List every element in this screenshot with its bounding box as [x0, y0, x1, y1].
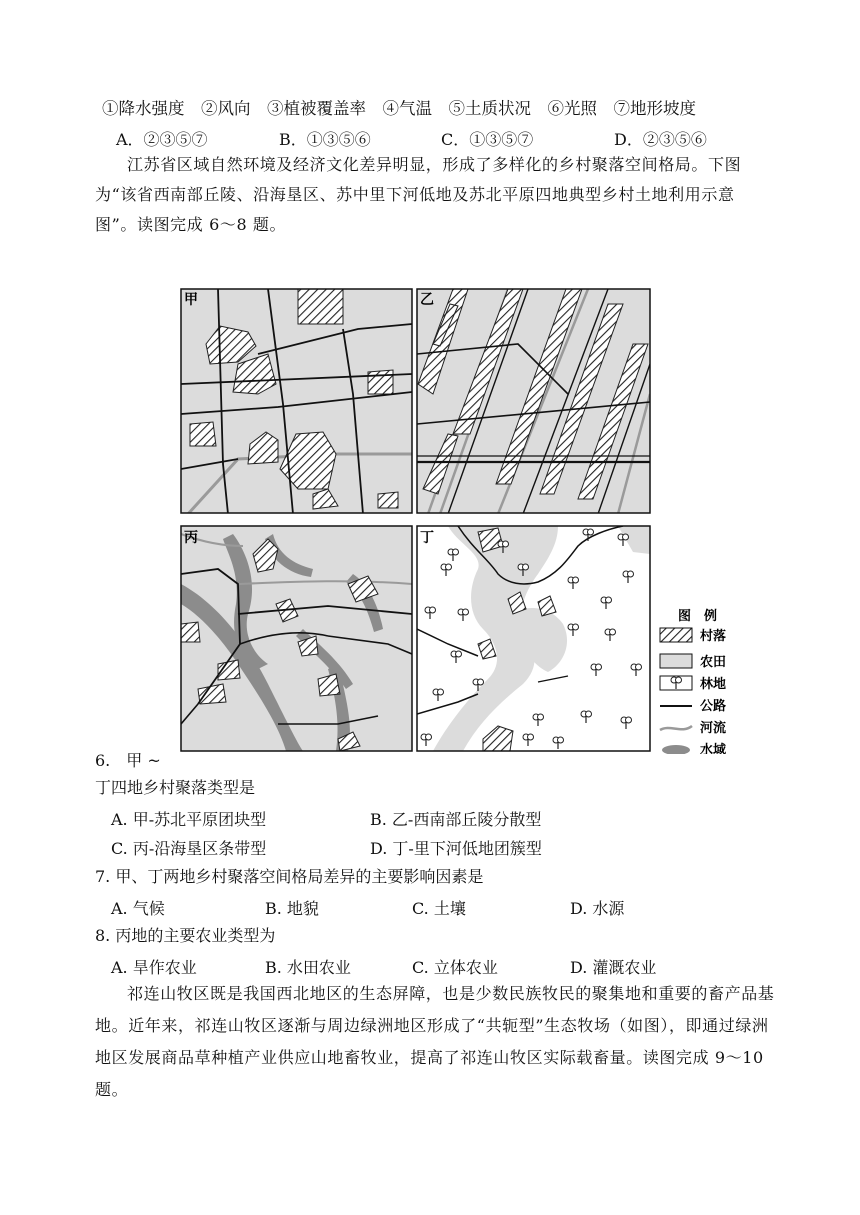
- q7-option-d: D. 水源: [570, 899, 625, 918]
- q6-option-b: B. 乙-西南部丘陵分散型: [370, 810, 542, 829]
- panel-label-bing: 丙: [184, 530, 198, 546]
- q5-option-a: A．②③⑤⑦: [116, 130, 208, 149]
- q7-stem: 7. 甲、丁两地乡村聚落空间格局差异的主要影响因素是: [95, 867, 484, 886]
- q6-stem-part1: 6. 甲 ~: [95, 751, 161, 770]
- panel-bing: [181, 526, 412, 751]
- intro-paragraph-9-10: 祁连山牧区既是我国西北地区的生态屏障，也是少数民族牧民的聚集地和重要的畜产品基地。近年来，祁连山牧区逐渐与周边绿洲地区形成了“共轭型”生态牧场（如图），即通过绿洲地区发展商品草种植产业供应山地畜牧业，提高了祁连山牧区实际载畜量。读图完成 9～10 题。: [95, 984, 775, 1099]
- intro-paragraph-6-8: 江苏省区域自然环境及经济文化差异明显，形成了多样化的乡村聚落空间格局。下图为“该省西南部丘陵、沿海垦区、苏中里下河低地及苏北平原四地典型乡村土地利用示意图”。读图完成 6～8 题。: [95, 155, 742, 234]
- legend-river-label: 河流: [700, 721, 727, 736]
- q8-option-b: B. 水田农业: [265, 958, 351, 977]
- river-line-icon: [660, 726, 692, 730]
- q8-option-c: C. 立体农业: [412, 958, 498, 977]
- legend-forest-label: 林地: [700, 677, 727, 692]
- legend: [660, 608, 727, 754]
- q8-option-d: D. 灌溉农业: [570, 958, 657, 977]
- land-use-figure: [178, 284, 778, 754]
- q7-option-b: B. 地貌: [265, 899, 319, 918]
- legend-village-label: 村落: [700, 629, 727, 644]
- panel-ding: [417, 526, 650, 751]
- factor-list: ①降水强度 ②风向 ③植被覆盖率 ④气温 ⑤土质状况 ⑥光照 ⑦地形坡度: [102, 99, 696, 118]
- legend-farmland-label: 农田: [700, 655, 727, 670]
- farmland-swatch-icon: [660, 654, 692, 668]
- q5-option-d: D．②③⑤⑥: [614, 130, 707, 149]
- panel-label-ding: 丁: [420, 530, 434, 546]
- legend-title: 图 例: [678, 609, 718, 624]
- q7-option-c: C. 土壤: [412, 899, 466, 918]
- panel-yi: [417, 289, 650, 514]
- water-blob-icon: [662, 745, 690, 754]
- panel-label-jia: 甲: [184, 292, 198, 308]
- panel-jia: [181, 289, 412, 514]
- panel-label-yi: 乙: [420, 292, 434, 308]
- q5-option-b: B．①③⑤⑥: [279, 130, 371, 149]
- village-swatch-icon: [660, 628, 692, 642]
- q5-option-c: C．①③⑤⑦: [441, 130, 534, 149]
- q8-stem: 8. 丙地的主要农业类型为: [95, 926, 276, 945]
- legend-road-label: 公路: [700, 699, 727, 714]
- q7-option-a: A. 气候: [111, 899, 165, 918]
- q6-option-d: D. 丁-里下河低地团簇型: [370, 839, 542, 858]
- q6-option-a: A. 甲-苏北平原团块型: [111, 810, 267, 829]
- legend-water-label: 水域: [700, 743, 727, 754]
- q6-option-c: C. 丙-沿海垦区条带型: [111, 839, 267, 858]
- q6-stem-part2: 丁四地乡村聚落类型是: [95, 778, 256, 797]
- q8-option-a: A. 旱作农业: [111, 958, 197, 977]
